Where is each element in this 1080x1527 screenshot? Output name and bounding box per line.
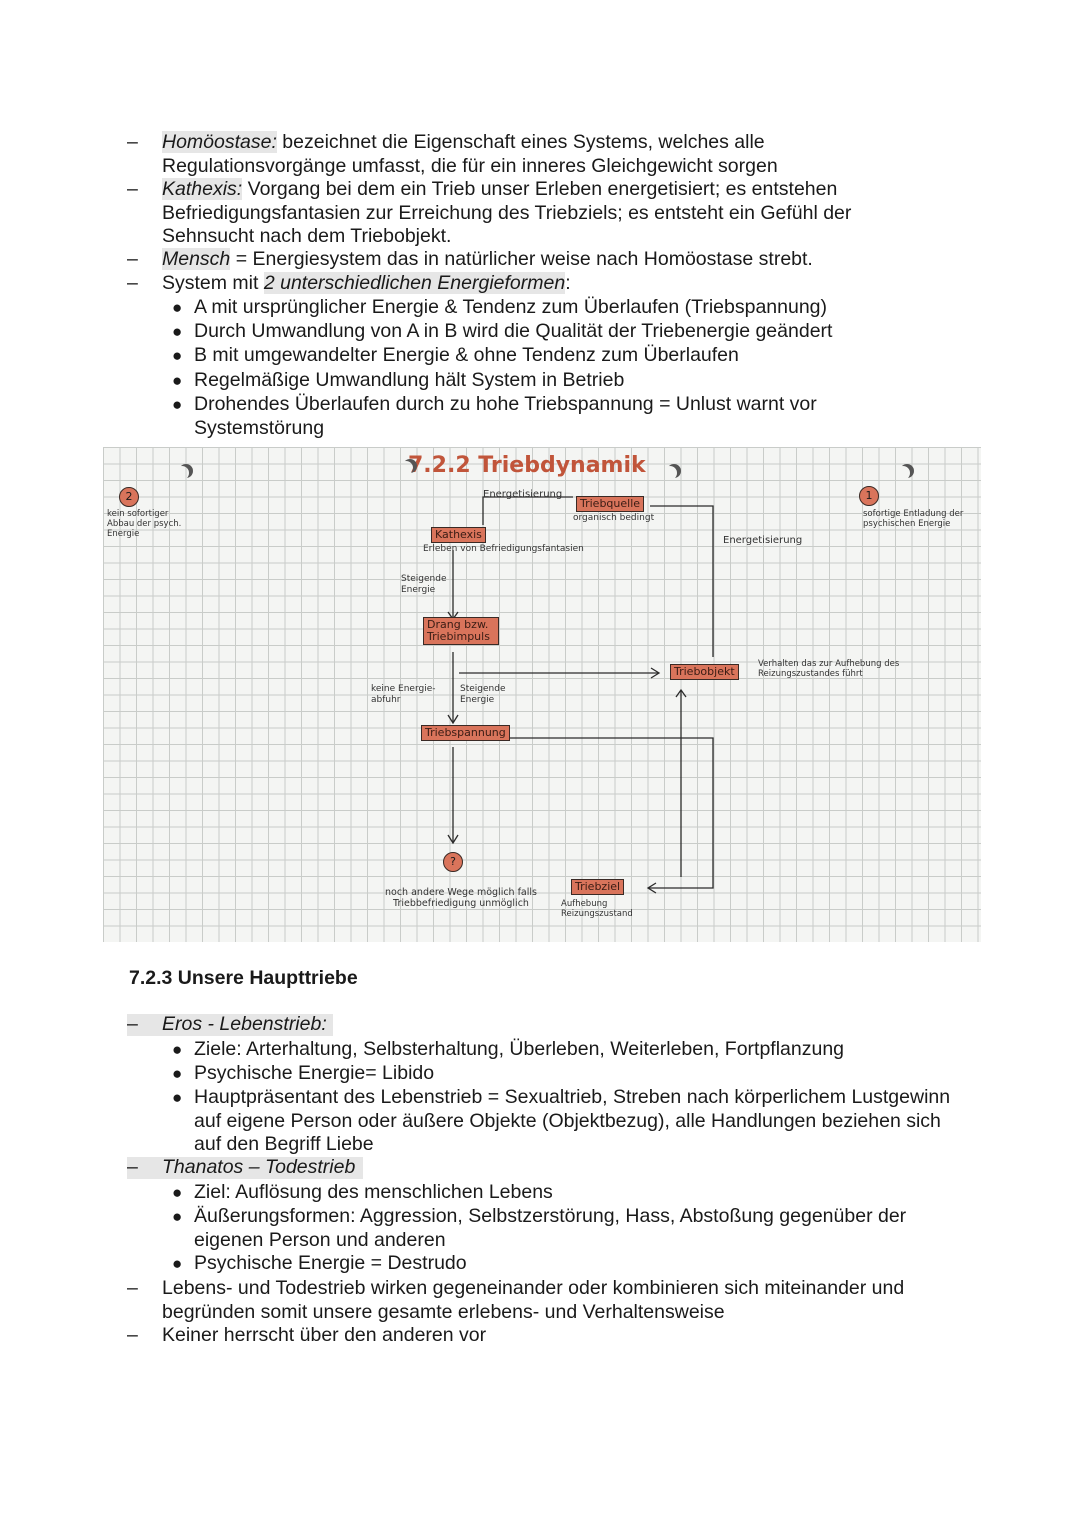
text-system-suffix: : [565, 272, 571, 294]
dash-marker: – [127, 1013, 138, 1035]
definition-homoeostase [162, 131, 922, 178]
label-noch-andere: noch andere Wege möglich falls Triebbefriedigung unmöglich [385, 887, 537, 909]
thanatos-bullet: Psychische Energie = Destrudo [194, 1252, 467, 1274]
bullet-marker: ● [172, 1207, 183, 1226]
bullet-item: Drohendes Überlaufen durch zu hohe Triebspannung = Unlust warnt vor Systemstörung [194, 393, 817, 439]
bullet-item: A mit ursprünglicher Energie & Tendenz zum Überlaufen (Triebspannung) [194, 296, 828, 318]
label-keine-energieabfuhr: keine Energie-abfuhr [371, 684, 436, 705]
definition-mensch [162, 248, 922, 272]
term-homoeostase: Homöostase: [162, 131, 277, 153]
label-steigende-energie-1: Steigende Energie [401, 574, 447, 595]
marker-1: 1 [859, 486, 879, 506]
closing-item: Keiner herrscht über den anderen vor [162, 1324, 487, 1346]
bullet-marker: ● [172, 298, 183, 317]
label-left-note: kein sofortiger Abbau der psych. Energie [107, 509, 182, 539]
bullet-marker: ● [172, 395, 183, 414]
connector-quelle-kathexis [483, 497, 573, 525]
term-kathexis: Kathexis: [162, 178, 243, 200]
bullet-item: B mit umgewandelter Energie & ohne Tendenz zum Überlaufen [194, 344, 739, 366]
text-homoeostase: bezeichnet die Eigenschaft eines Systems, welches alle Regulationsvorgänge umfasst, die für ein inneres Gleichgewicht sorgen [162, 131, 778, 177]
question-marker: ? [443, 852, 463, 872]
term-energieformen: 2 unterschiedlichen Energieformen [263, 272, 566, 294]
dash-marker: – [127, 131, 138, 153]
thanatos-bullet: Ziel: Auflösung des menschlichen Lebens [194, 1181, 553, 1203]
diagram-title: 7.2.2 Triebdynamik [408, 453, 646, 478]
bullet-marker: ● [172, 371, 183, 390]
eros-title: Eros - Lebenstrieb: [162, 1013, 327, 1035]
thanatos-bullet: Äußerungsformen: Aggression, Selbstzerstörung, Hass, Abstoßung gegenüber der eigenen Person und anderen [194, 1205, 907, 1251]
connector-quelle-objekt [650, 506, 713, 657]
box-triebspannung: Triebspannung [421, 725, 510, 741]
bullet-marker: ● [172, 1183, 183, 1202]
diagram-connectors [103, 447, 981, 942]
box-triebquelle: Triebquelle [576, 496, 644, 512]
label-steigende-energie-2: Steigende Energie [460, 684, 506, 705]
bullet-marker: ● [172, 346, 183, 365]
box-triebziel: Triebziel [571, 879, 624, 895]
eros-bullet: Hauptpräsentant des Lebenstrieb = Sexualtrieb, Streben nach körperlichem Lustgewinn auf eigene Person oder äußere Objekte (Objektbezug), alle Handlungen beziehen sich auf den Begriff Liebe [194, 1086, 951, 1155]
dash-marker: – [127, 272, 138, 294]
bullet-marker: ● [172, 1088, 183, 1107]
thanatos-title: Thanatos – Todestrieb [162, 1156, 356, 1178]
label-right-note: sofortige Entladung der psychischen Energie [863, 509, 964, 529]
moon-icon [900, 464, 914, 478]
bullet-marker: ● [172, 322, 183, 341]
moon-icon [667, 464, 681, 478]
moon-icon [179, 464, 193, 478]
box-kathexis: Kathexis [431, 527, 486, 543]
text-mensch: = Energiesystem das in natürlicher weise nach Homöostase strebt. [230, 248, 813, 270]
marker-2: 2 [119, 487, 139, 507]
box-drang: Drang bzw. Triebimpuls [423, 617, 499, 645]
bullet-item: Durch Umwandlung von A in B wird die Qualität der Triebenergie geändert [194, 320, 833, 342]
dash-marker: – [127, 1324, 138, 1346]
text-kathexis: Vorgang bei dem ein Trieb unser Erleben energetisiert; es entstehen Befriedigungsfantasien zur Erreichung des Triebziels; es entsteht ein Gefühl der Sehnsucht nach dem Triebobjekt. [162, 178, 852, 247]
dash-marker: – [127, 1156, 138, 1178]
text-system-prefix: System mit [162, 272, 264, 294]
label-triebziel-sub: Aufhebung Reizungszustand [561, 899, 633, 919]
bullet-marker: ● [172, 1064, 183, 1083]
eros-bullet: Ziele: Arterhaltung, Selbsterhaltung, Überleben, Weiterleben, Fortpflanzung [194, 1038, 845, 1060]
label-energetisierung-right: Energetisierung [723, 535, 803, 546]
bullet-marker: ● [172, 1254, 183, 1273]
moon-icon [403, 459, 417, 473]
dash-marker: – [127, 178, 138, 200]
eros-bullet: Psychische Energie= Libido [194, 1062, 435, 1084]
label-triebquelle-sub: organisch bedingt [573, 513, 655, 523]
label-verhalten: Verhalten das zur Aufhebung des Reizungszustandes führt [758, 659, 900, 679]
dash-marker: – [127, 1277, 138, 1299]
label-energetisierung-top: Energetisierung [483, 489, 563, 500]
closing-item: Lebens- und Todestrieb wirken gegeneinander oder kombinieren sich miteinander und begründen somit unsere gesamte erlebens- und Verhaltensweise [162, 1277, 905, 1323]
triebdynamik-diagram [103, 447, 981, 942]
definition-kathexis [162, 178, 922, 249]
dash-marker: – [127, 248, 138, 270]
section-heading: 7.2.3 Unsere Haupttriebe [129, 967, 358, 989]
bullet-item: Regelmäßige Umwandlung hält System in Betrieb [194, 369, 625, 391]
box-triebobjekt: Triebobjekt [670, 664, 739, 680]
term-mensch: Mensch [162, 248, 231, 270]
label-kathexis-sub: Erleben von Befriedigungsfantasien [423, 544, 584, 554]
definition-system [162, 272, 922, 296]
bullet-marker: ● [172, 1040, 183, 1059]
